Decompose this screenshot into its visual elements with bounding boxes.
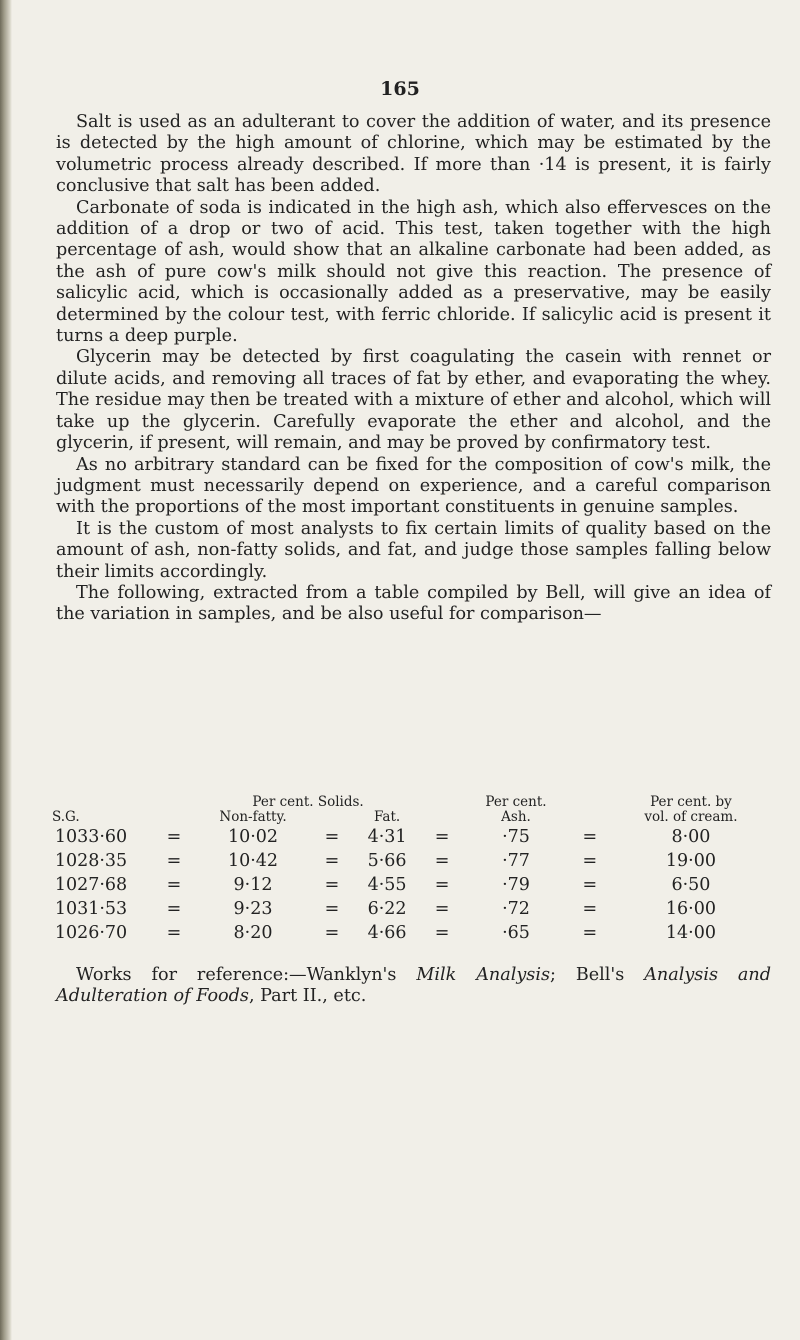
cell-cream: 16·00	[665, 899, 716, 919]
cell-sg: 1028·35	[54, 851, 128, 871]
cell-fat: 4·31	[367, 827, 407, 847]
paragraph-carbonate: Carbonate of soda is indicated in the high ash, which also effervesces on the addition of a drop or two of acid. This test, taken together with the high percentage of ash, would show that an alkaline carbonate had been added, as the ash of pure cow's milk should not give this reaction. The presence of salicylic acid, which is occasionally added as a preservative, may be easily determined by the colour test, with ferric chloride. If salicylic acid is present it turns a deep purple.	[56, 197, 771, 347]
references-middle: ; Bell's	[549, 965, 645, 985]
paragraph-table-intro: The following, extracted from a table compiled by Bell, will give an idea of the variation in samples, and be also useful for comparison—	[56, 582, 771, 625]
cell-equals: =	[324, 923, 340, 943]
cell-equals: =	[582, 851, 598, 871]
references	[56, 965, 771, 1008]
cell-equals: =	[166, 827, 182, 847]
table-row	[30, 897, 770, 921]
cell-equals: =	[166, 899, 182, 919]
header-sg: S.G.	[52, 809, 80, 825]
cell-non-fatty: 9·12	[233, 875, 273, 895]
cell-non-fatty: 8·20	[233, 923, 273, 943]
cell-non-fatty: 9·23	[233, 899, 273, 919]
references-prefix: Works for reference:—Wanklyn's	[76, 965, 417, 985]
cell-ash: ·65	[502, 923, 530, 943]
header-fat: Fat.	[373, 809, 401, 825]
table-row	[30, 873, 770, 897]
paragraph-standard: As no arbitrary standard can be fixed for the composition of cow's milk, the judgment must necessarily depend on experience, and a careful comparison with the proportions of the most important constituents in genuine samples.	[56, 454, 771, 518]
page-number: 165	[380, 78, 420, 100]
cell-cream: 8·00	[671, 827, 711, 847]
reference-title-milk-analysis: Milk Analysis	[416, 965, 550, 985]
cell-ash: ·79	[502, 875, 530, 895]
table-row	[30, 921, 770, 945]
cell-equals: =	[434, 851, 450, 871]
table-row	[30, 825, 770, 849]
header-non-fatty: Non-fatty.	[219, 809, 287, 825]
paragraph-limits: It is the custom of most analysts to fix certain limits of quality based on the amount of ash, non-fatty solids, and fat, and judge those samples falling below their limits accordingly.	[56, 518, 771, 582]
cell-equals: =	[582, 827, 598, 847]
cell-cream: 6·50	[671, 875, 711, 895]
cell-ash: ·75	[502, 827, 530, 847]
cell-fat: 4·55	[367, 875, 407, 895]
cell-equals: =	[582, 923, 598, 943]
reference-title-analysis-adulteration: Analysis and Adulteration of Foods	[56, 965, 771, 1007]
cell-non-fatty: 10·02	[227, 827, 279, 847]
body-text	[56, 112, 771, 626]
header-solids-group: Per cent. Solids.	[252, 794, 364, 810]
cell-equals: =	[324, 827, 340, 847]
references-suffix: , Part II., etc.	[248, 986, 367, 1007]
cell-fat: 6·22	[367, 899, 407, 919]
cell-equals: =	[166, 875, 182, 895]
cell-ash: ·72	[502, 899, 530, 919]
table-row	[30, 849, 770, 873]
page-edge	[0, 0, 12, 1340]
milk-composition-table	[30, 795, 770, 945]
cell-cream: 19·00	[665, 851, 716, 871]
cell-sg: 1026·70	[54, 923, 128, 943]
cell-non-fatty: 10·42	[227, 851, 279, 871]
cell-equals: =	[324, 875, 340, 895]
cell-equals: =	[582, 875, 598, 895]
cell-equals: =	[434, 827, 450, 847]
cell-cream: 14·00	[665, 923, 716, 943]
cell-equals: =	[582, 899, 598, 919]
cell-equals: =	[434, 899, 450, 919]
paragraph-glycerin: Glycerin may be detected by first coagulating the casein with rennet or dilute acids, and removing all traces of fat by ether, and evaporating the whey. The residue may then be treated with a mixture of ether and alcohol, which will take up the glycerin. Carefully evaporate the ether and alcohol, and the glycerin, if present, will remain, and may be proved by confirmatory test.	[56, 347, 771, 454]
header-ash: Per cent. Ash.	[485, 794, 547, 825]
paragraph-salt: Salt is used as an adulterant to cover the addition of water, and its presence is detected by the high amount of chlorine, which may be estimated by the volumetric process already described. If more than ·14 is present, it is fairly conclusive that salt has been added.	[56, 112, 771, 197]
cell-sg: 1027·68	[54, 875, 128, 895]
cell-equals: =	[434, 875, 450, 895]
header-cream: Per cent. by vol. of cream.	[644, 794, 738, 825]
cell-fat: 4·66	[367, 923, 407, 943]
table-header-row-top	[30, 795, 770, 810]
cell-ash: ·77	[502, 851, 530, 871]
cell-equals: =	[324, 899, 340, 919]
references-paragraph	[56, 965, 771, 1008]
cell-equals: =	[166, 851, 182, 871]
cell-equals: =	[324, 851, 340, 871]
cell-equals: =	[434, 923, 450, 943]
cell-equals: =	[166, 923, 182, 943]
cell-fat: 5·66	[367, 851, 407, 871]
cell-sg: 1031·53	[54, 899, 128, 919]
cell-sg: 1033·60	[54, 827, 128, 847]
